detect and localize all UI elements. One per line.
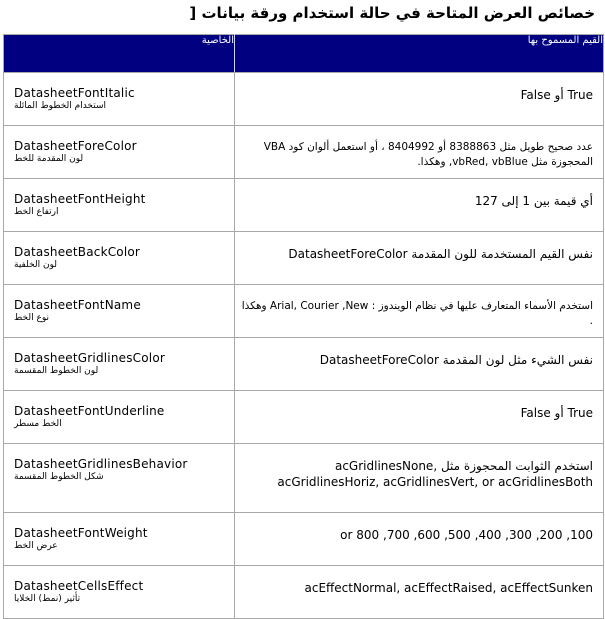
property-cell: [4, 232, 235, 285]
table-row: [4, 285, 604, 338]
property-description: تأثير (نمط) الخلايا: [14, 594, 81, 604]
property-name: DatasheetFontName: [14, 298, 141, 312]
property-cell: [4, 444, 235, 513]
property-values: نفس القيم المستخدمة للون المقدمة DatasheetForeColor: [288, 247, 593, 261]
property-name: DatasheetFontHeight: [14, 192, 146, 206]
property-name: DatasheetCellsEffect: [14, 579, 144, 593]
property-cell: [4, 391, 235, 444]
value-cell: [235, 444, 604, 513]
table-row: [4, 513, 604, 566]
property-name: DatasheetForeColor: [14, 139, 137, 153]
header-allowed-values: القيم المسموح بها: [235, 35, 604, 73]
property-values: acEffectNormal, acEffectRaised, acEffectSunken: [304, 581, 593, 595]
property-description: لون المقدمة للخط: [14, 154, 84, 164]
property-values: True أو False: [520, 88, 593, 102]
property-description: عرض الخط: [14, 541, 58, 551]
value-cell: [235, 391, 604, 444]
property-cell: [4, 513, 235, 566]
table-row: [4, 126, 604, 179]
property-description: نوع الخط: [14, 313, 49, 323]
table-row: [4, 566, 604, 619]
table-row: [4, 73, 604, 126]
value-cell: [235, 126, 604, 179]
document-title: خصائص العرض المتاحة في حالة استخدام ورقة بيانات [: [189, 4, 595, 22]
property-description: شكل الخطوط المقسمة: [14, 472, 104, 482]
value-cell: [235, 179, 604, 232]
property-cell: [4, 126, 235, 179]
table-row: [4, 179, 604, 232]
table-row: [4, 391, 604, 444]
value-cell: [235, 338, 604, 391]
value-cell: [235, 73, 604, 126]
property-name: DatasheetFontUnderline: [14, 404, 165, 418]
value-cell: [235, 285, 604, 338]
property-description: ارتفاع الخط: [14, 207, 59, 217]
property-name: DatasheetBackColor: [14, 245, 141, 259]
property-values: عدد صحيح طويل مثل 8388863 أو 8404992 ، أو استعمل ألوان كود VBA المحجوزة مثل vbRed, vbBlue, وهكذا.: [263, 141, 593, 168]
value-cell: [235, 513, 604, 566]
table-row: [4, 232, 604, 285]
property-cell: [4, 338, 235, 391]
property-values: استخدم الأسماء المتعارف عليها في نظام الويندوز : Arial, Courier ,New وهكذا .: [241, 300, 593, 327]
property-values: استخدم الثوابت المحجوزة مثل acGridlinesNone, acGridlinesHoriz, acGridlinesVert, or acGridlinesBoth: [277, 459, 593, 489]
property-values: نفس الشيء مثل لون المقدمة DatasheetForeColor: [319, 353, 593, 367]
property-cell: [4, 566, 235, 619]
property-name: DatasheetFontWeight: [14, 526, 148, 540]
properties-table: [3, 34, 604, 619]
property-name: DatasheetFontItalic: [14, 86, 135, 100]
property-values: 100, 200, 300, 400, 500, 600, 700, or 800: [340, 528, 593, 542]
property-name: DatasheetGridlinesBehavior: [14, 457, 188, 471]
property-description: لون الخلفية: [14, 260, 57, 270]
table-header-row: [4, 35, 604, 73]
header-property: الخاصية: [4, 35, 235, 73]
property-name: DatasheetGridlinesColor: [14, 351, 166, 365]
property-cell: [4, 179, 235, 232]
table-row: [4, 444, 604, 513]
property-description: استخدام الخطوط المائلة: [14, 101, 106, 111]
value-cell: [235, 566, 604, 619]
property-description: لون الخطوط المقسمة: [14, 366, 99, 376]
value-cell: [235, 232, 604, 285]
property-description: الخط مسطر: [14, 419, 62, 429]
property-cell: [4, 73, 235, 126]
property-values: أي قيمة بين 1 إلى 127: [474, 194, 593, 208]
property-values: True أو False: [520, 406, 593, 420]
property-cell: [4, 285, 235, 338]
table-row: [4, 338, 604, 391]
